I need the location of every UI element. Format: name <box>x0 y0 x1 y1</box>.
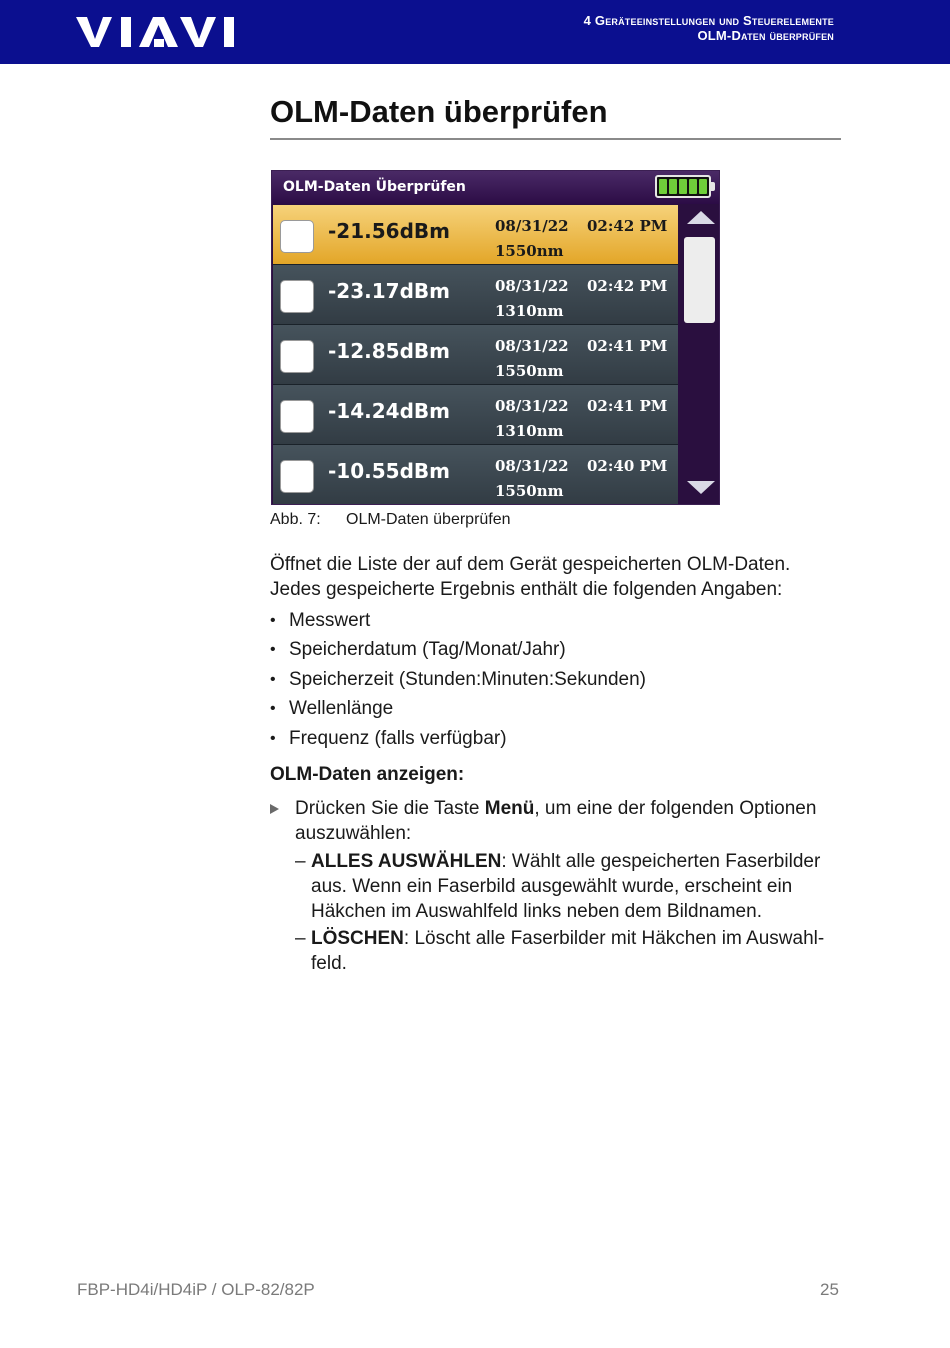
list-item: • Messwert <box>270 606 842 635</box>
list-item: • Speicherdatum (Tag/Monat/Jahr) <box>270 635 842 664</box>
wavelength: 1550nm <box>495 362 564 380</box>
measured-value: -12.85dBm <box>328 339 450 363</box>
save-time: 02:42 PM <box>587 217 668 235</box>
device-screen-title: OLM-Daten Überprüfen <box>283 179 466 195</box>
device-title-bar <box>272 171 720 204</box>
option-name: ALLES AUSWÄHLEN <box>311 851 502 872</box>
figure-caption <box>270 511 511 529</box>
scroll-down-arrow-icon[interactable] <box>687 481 715 494</box>
save-time: 02:41 PM <box>587 397 668 415</box>
procedure-heading: OLM-Daten anzeigen: <box>270 764 465 785</box>
page-number: 25 <box>820 1280 839 1299</box>
save-time: 02:40 PM <box>587 457 668 475</box>
row-checkbox[interactable] <box>280 460 314 493</box>
title-rule <box>270 138 841 140</box>
procedure-step <box>270 796 842 846</box>
figure-label: Abb. 7: <box>270 511 321 528</box>
olm-data-row[interactable] <box>273 385 678 445</box>
measured-value: -14.24dBm <box>328 399 450 423</box>
list-item: • Wellenlänge <box>270 694 842 723</box>
scroll-thumb[interactable] <box>684 237 715 323</box>
row-checkbox[interactable] <box>280 340 314 373</box>
save-time: 02:41 PM <box>587 337 668 355</box>
viavi-logo <box>76 15 236 49</box>
row-checkbox[interactable] <box>280 220 314 253</box>
menu-key-name: Menü <box>484 798 535 819</box>
olm-data-row[interactable] <box>273 445 678 505</box>
option-delete: – LÖSCHEN: Löscht alle Faserbilder mit Häkchen im Auswahl-feld. <box>295 928 825 974</box>
olm-data-row[interactable] <box>273 265 678 325</box>
olm-data-list <box>273 205 678 505</box>
wavelength: 1310nm <box>495 302 564 320</box>
measured-value: -21.56dBm <box>328 219 450 243</box>
scroll-up-arrow-icon[interactable] <box>687 211 715 224</box>
measured-value: -23.17dBm <box>328 279 450 303</box>
device-screenshot <box>271 170 720 505</box>
list-item: • Speicherzeit (Stunden:Minuten:Sekunden) <box>270 665 842 694</box>
page-title: OLM-Daten überprüfen <box>270 94 608 129</box>
chapter-title: 4 Geräteeinstellungen und Steuerelemente <box>583 13 834 28</box>
wavelength: 1550nm <box>495 242 564 260</box>
field-list <box>270 606 842 753</box>
save-date: 08/31/22 <box>495 397 569 415</box>
olm-data-row[interactable] <box>273 325 678 385</box>
battery-tip <box>711 182 715 191</box>
measured-value: -10.55dBm <box>328 459 450 483</box>
battery-full-icon <box>655 175 711 198</box>
option-select-all: – ALLES AUSWÄHLEN: Wählt alle gespeicherten Faserbilder aus. Wenn ein Faserbild ausgewählt wurde, erscheint ein Häkchen im Auswahlfeld links neben dem Bildnamen. <box>295 851 821 922</box>
footer-product: FBP-HD4i/HD4iP / OLP-82/82P <box>77 1280 315 1299</box>
step-arrow-icon <box>270 804 279 814</box>
save-time: 02:42 PM <box>587 277 668 295</box>
section-title: OLM-Daten überprüfen <box>697 28 834 43</box>
save-date: 08/31/22 <box>495 277 569 295</box>
wavelength: 1550nm <box>495 482 564 500</box>
row-checkbox[interactable] <box>280 400 314 433</box>
intro-paragraph: Öffnet die Liste der auf dem Gerät gespeicherten OLM-Daten. Jedes gespeicherte Ergebnis enthält die folgenden Angaben: <box>270 554 791 600</box>
row-checkbox[interactable] <box>280 280 314 313</box>
step-text: Drücken Sie die Taste Menü, um eine der folgenden Optionen auszuwählen: <box>295 798 817 844</box>
option-name: LÖSCHEN <box>311 928 404 949</box>
save-date: 08/31/22 <box>495 337 569 355</box>
save-date: 08/31/22 <box>495 457 569 475</box>
olm-data-row[interactable] <box>273 205 678 265</box>
page-header <box>0 0 950 64</box>
figure-caption-text: OLM-Daten überprüfen <box>346 511 511 528</box>
scrollbar[interactable] <box>678 205 720 505</box>
save-date: 08/31/22 <box>495 217 569 235</box>
list-item: • Frequenz (falls verfügbar) <box>270 724 842 753</box>
running-header <box>584 13 834 43</box>
wavelength: 1310nm <box>495 422 564 440</box>
